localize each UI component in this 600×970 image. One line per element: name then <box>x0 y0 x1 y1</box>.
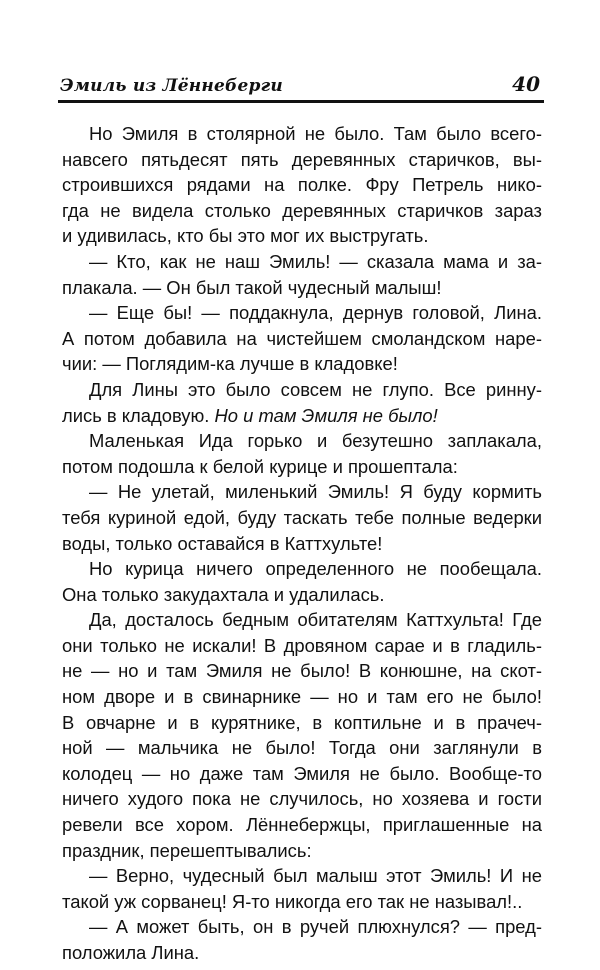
text-line-content: строившихся рядами на полке. Фру Петрель нико- <box>62 174 542 196</box>
text-line-content: Но курица ничего определенного не пообещала. <box>89 558 542 580</box>
text-line-content: Маленькая Ида горько и безутешно заплакала, <box>89 430 542 452</box>
text-line <box>62 300 542 326</box>
italic-phrase: Но и там Эмиля не было! <box>214 404 438 426</box>
text-line <box>62 531 542 557</box>
text-line <box>62 377 542 403</box>
text-line-content: гда не видела столько деревянных старичков зараз <box>62 199 542 221</box>
running-header <box>58 70 544 100</box>
text-line <box>62 403 542 429</box>
text-line <box>62 710 542 736</box>
text-line-content: В овчарне и в курятнике, в коптильне и в прачеч- <box>62 711 542 733</box>
text-line-content: Да, досталось бедным обитателям Каттхульта! Где <box>89 609 542 631</box>
text-line-content: положила Лина. <box>62 942 200 963</box>
text-line <box>62 761 542 787</box>
text-line <box>62 658 542 684</box>
text-line <box>62 505 542 531</box>
text-line-content: — Верно, чудесный был малыш этот Эмиль! И не <box>89 865 542 887</box>
text-line-content: воды, только оставайся в Каттхульте! <box>62 532 383 554</box>
text-line-content: они только не искали! В дровяном сарае и в гладиль- <box>62 634 542 656</box>
text-line <box>62 198 542 224</box>
text-line <box>62 147 542 173</box>
text-line-content: ном дворе и в свинарнике — но и там его не было! <box>62 686 542 708</box>
text-line <box>62 351 542 377</box>
text-line <box>62 633 542 659</box>
text-line <box>62 454 542 480</box>
text-line-content: — Не улетай, миленький Эмиль! Я буду кормить <box>89 481 542 503</box>
text-line-content: такой уж сорванец! Я-то никогда его так не называл!.. <box>62 890 523 912</box>
page-number: 40 <box>512 72 540 96</box>
text-line <box>62 326 542 352</box>
text-line <box>62 556 542 582</box>
text-line-content: — Еще бы! — поддакнула, дернув головой, Лина. <box>89 302 542 324</box>
text-line-content: тебя куриной едой, буду таскать тебе полные ведерки <box>62 506 542 528</box>
text-line-content: ревели все хором. Лённебержцы, приглашенные на <box>62 814 542 836</box>
text-line <box>62 223 542 249</box>
text-line <box>62 684 542 710</box>
page-body-text <box>62 121 542 966</box>
text-line <box>62 940 542 966</box>
text-line <box>62 607 542 633</box>
text-line-content: — А может быть, он в ручей плюхнулся? — пред- <box>89 916 542 938</box>
text-line <box>62 172 542 198</box>
text-line-content: Для Лины это было совсем не глупо. Все ринну- <box>89 378 542 400</box>
text-line-content: Но Эмиля в столярной не было. Там было всего- <box>89 123 542 144</box>
text-line <box>62 479 542 505</box>
header-title: Эмиль из Лённеберги <box>60 76 283 96</box>
text-line <box>62 914 542 940</box>
text-line <box>62 428 542 454</box>
text-line <box>62 889 542 915</box>
text-line <box>62 735 542 761</box>
text-line-content: ной — мальчика не было! Тогда они заглянули в <box>62 737 542 759</box>
text-line-content: лись в кладовую. <box>62 404 215 426</box>
text-line <box>62 121 542 147</box>
text-line-content: не — но и там Эмиля не было! В конюшне, на скот- <box>62 660 542 682</box>
text-line-content: плакала. — Он был такой чудесный малыш! <box>62 276 442 298</box>
text-line-content: чии: — Поглядим-ка лучше в кладовке! <box>62 353 398 375</box>
text-line-content: Она только закудахтала и удалилась. <box>62 583 385 605</box>
text-line <box>62 582 542 608</box>
text-line <box>62 249 542 275</box>
header-divider <box>58 100 544 103</box>
text-line <box>62 275 542 301</box>
text-line <box>62 838 542 864</box>
text-line-content: и удивилась, кто бы это мог их выстругать. <box>62 225 429 247</box>
text-line-content: потом подошла к белой курице и прошептала: <box>62 455 458 477</box>
text-line-content: ничего худого пока не случилось, но хозяева и гости <box>62 788 542 810</box>
text-line-content: колодец — но даже там Эмиля не было. Вообще-то <box>62 762 542 784</box>
text-line <box>62 786 542 812</box>
text-line-content: праздник, перешептывались: <box>62 839 312 861</box>
text-line-content: навсего пятьдесят пять деревянных старичков, вы- <box>62 148 542 170</box>
text-line <box>62 863 542 889</box>
text-line-content: — Кто, как не наш Эмиль! — сказала мама и за- <box>89 250 542 272</box>
text-line <box>62 812 542 838</box>
text-line-content: А потом добавила на чистейшем смоландском наре- <box>62 327 542 349</box>
